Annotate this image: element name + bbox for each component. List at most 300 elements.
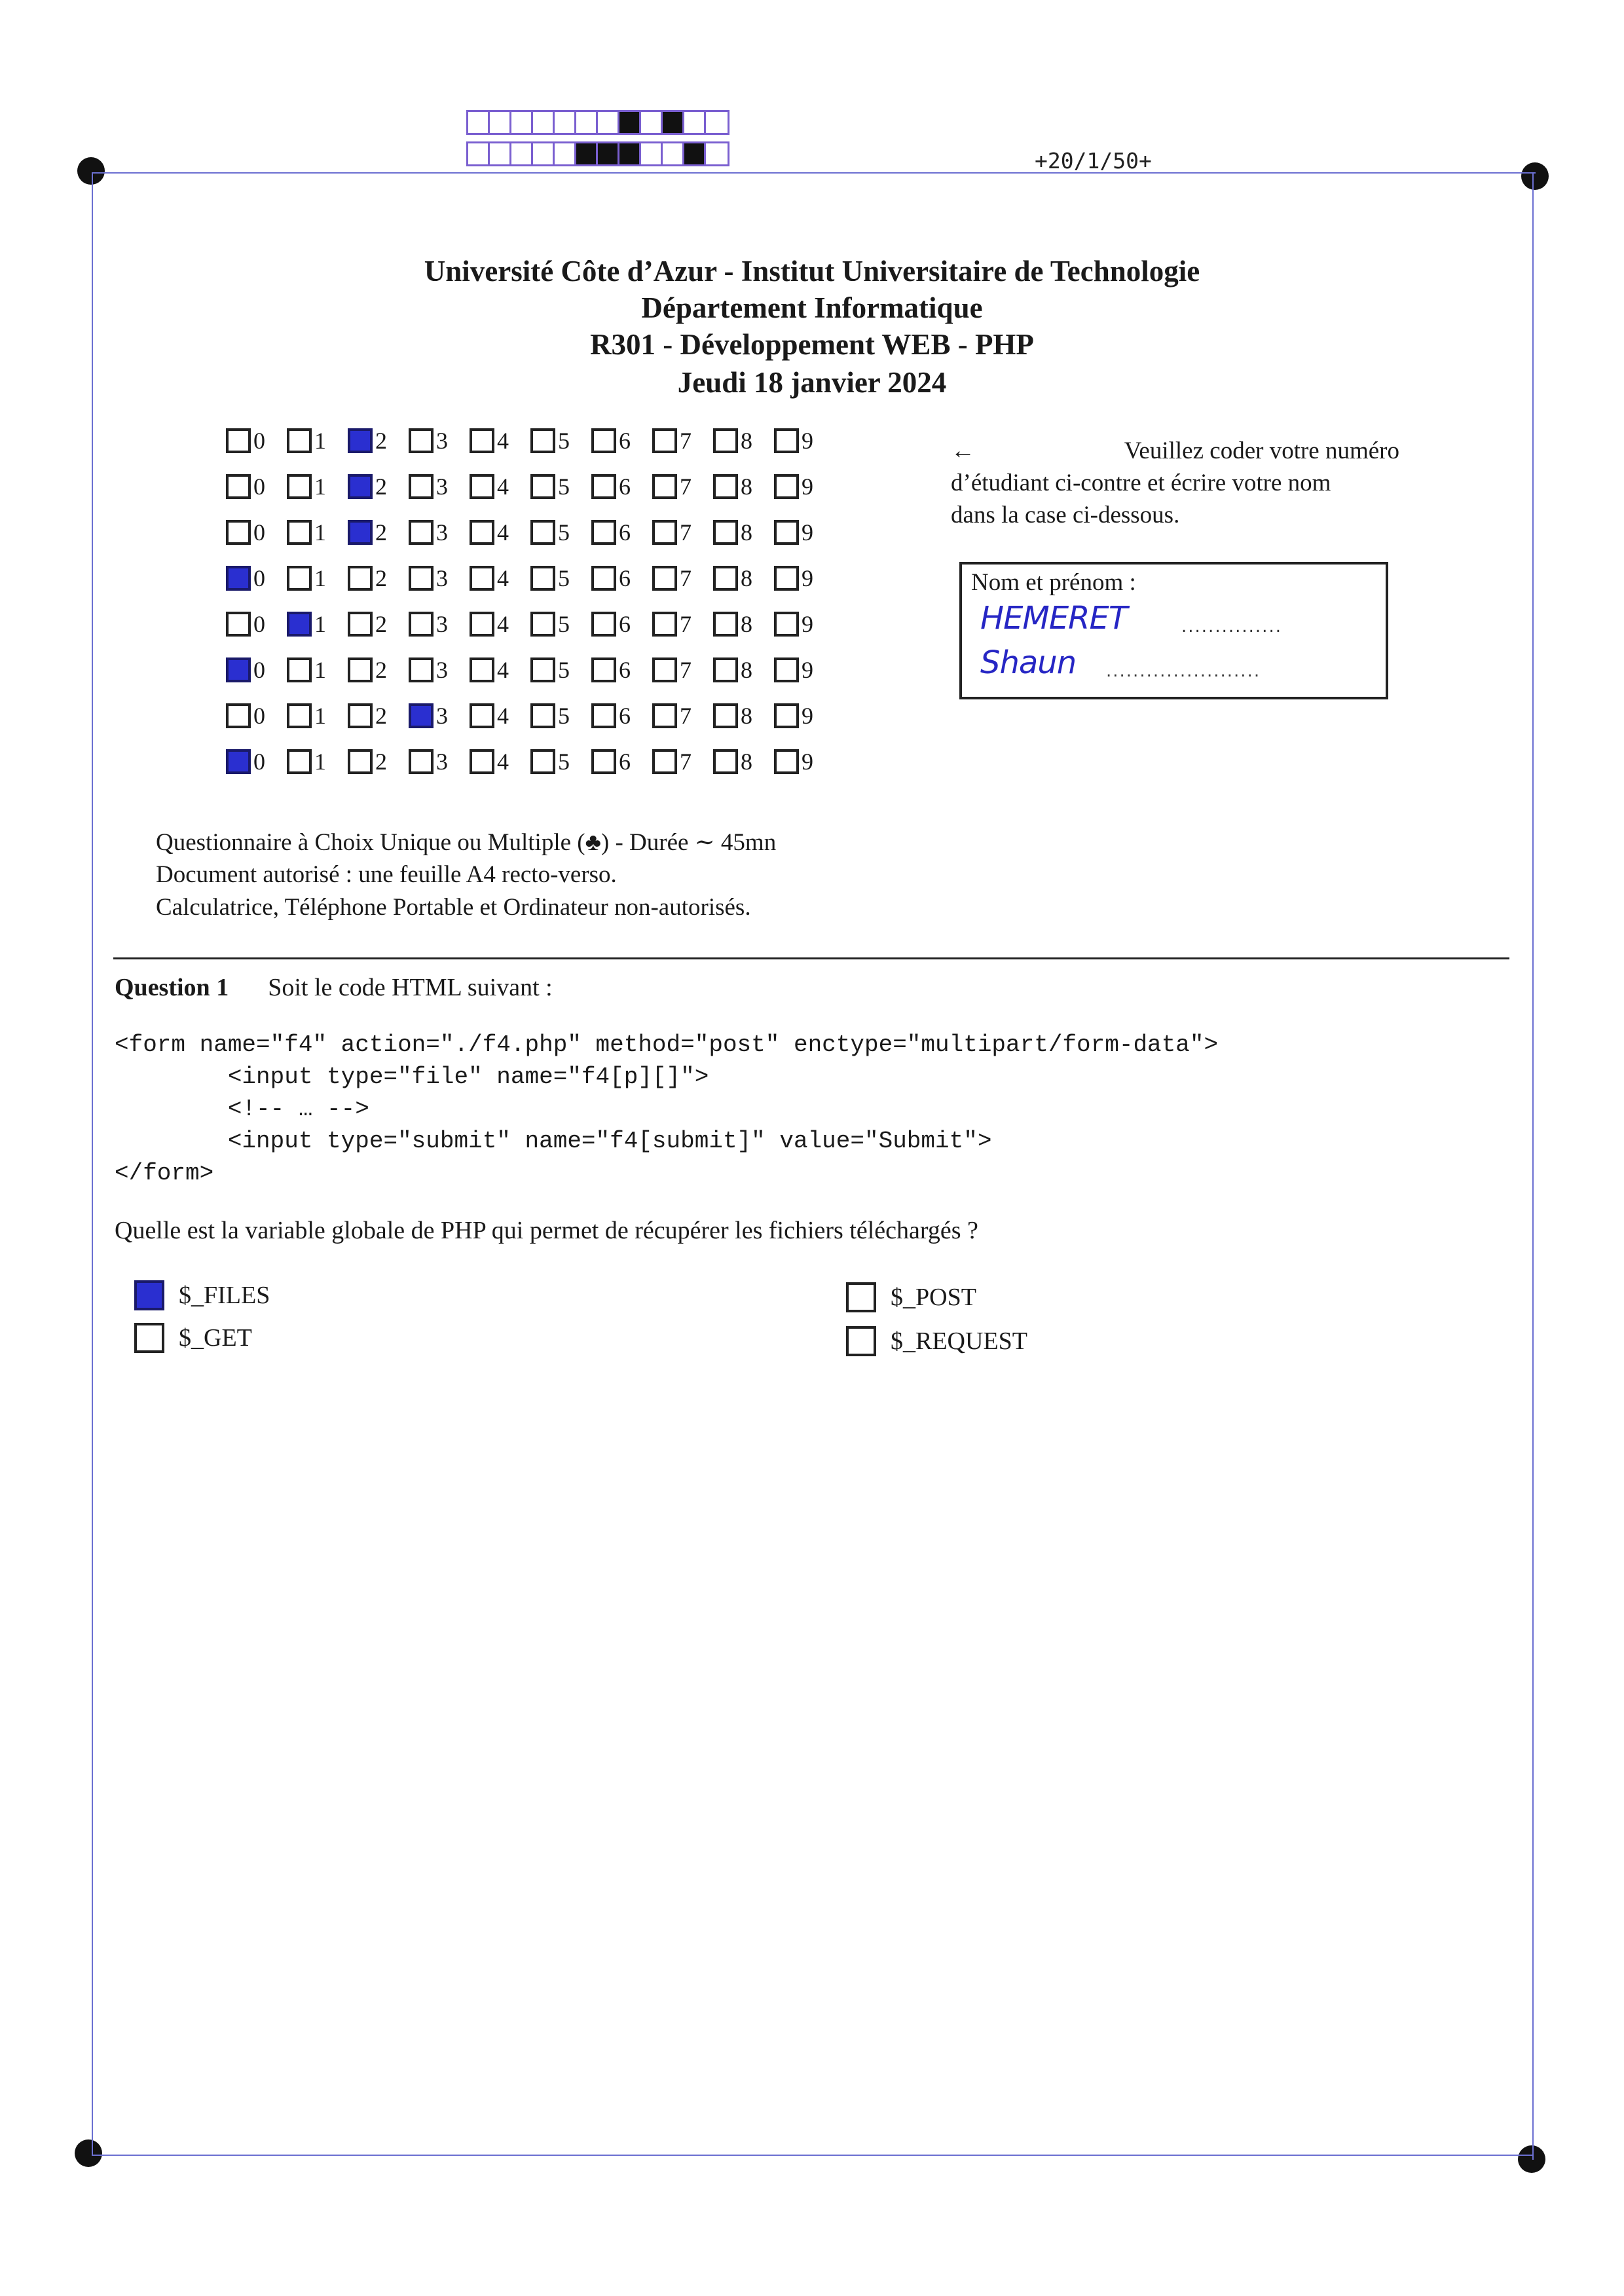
student-id-digit-label: 0 bbox=[253, 519, 265, 546]
student-id-digit bbox=[287, 610, 348, 638]
student-id-checkbox[interactable] bbox=[774, 566, 799, 591]
first-name-dotted-line: ....................... bbox=[1106, 661, 1261, 681]
frame-left bbox=[92, 172, 93, 2155]
page-code-cell bbox=[576, 112, 598, 133]
page-code-cell bbox=[468, 112, 490, 133]
answer-post[interactable] bbox=[846, 1282, 976, 1312]
student-id-digit-label: 3 bbox=[436, 473, 448, 500]
student-id-digit bbox=[470, 656, 530, 684]
answer-request-label: $_REQUEST bbox=[891, 1327, 1027, 1355]
frame-bottom bbox=[92, 2155, 1532, 2156]
student-id-checkbox[interactable] bbox=[530, 428, 555, 453]
student-id-checkbox[interactable] bbox=[470, 749, 494, 774]
student-id-digit-label: 6 bbox=[619, 473, 631, 500]
student-id-checkbox[interactable] bbox=[226, 703, 251, 728]
student-id-digit-label: 4 bbox=[497, 749, 509, 775]
student-id-digit-label: 5 bbox=[558, 749, 570, 775]
student-id-digit bbox=[652, 610, 713, 638]
page-code-cell bbox=[490, 143, 511, 164]
student-id-checkbox[interactable] bbox=[652, 657, 677, 682]
student-id-checkbox[interactable] bbox=[591, 749, 616, 774]
student-id-digit bbox=[530, 519, 591, 546]
student-id-digit bbox=[713, 473, 774, 500]
student-id-digit-label: 3 bbox=[436, 657, 448, 683]
student-id-checkbox[interactable] bbox=[530, 749, 555, 774]
student-id-digit-label: 8 bbox=[741, 749, 752, 775]
student-id-digit bbox=[348, 610, 409, 638]
student-id-row bbox=[226, 656, 835, 684]
student-id-checkbox[interactable] bbox=[713, 428, 738, 453]
student-id-checkbox[interactable] bbox=[226, 428, 251, 453]
student-id-checkbox[interactable] bbox=[774, 474, 799, 499]
page-code-cell bbox=[468, 143, 490, 164]
student-id-checkbox[interactable] bbox=[591, 703, 616, 728]
student-id-digit-label: 6 bbox=[619, 657, 631, 683]
student-id-checkbox[interactable] bbox=[348, 474, 373, 499]
student-id-digit bbox=[348, 473, 409, 500]
student-id-digit-label: 9 bbox=[802, 473, 813, 500]
code-line-3: <!-- … --> bbox=[115, 1096, 369, 1122]
question-1-header bbox=[115, 973, 553, 1002]
student-id-digit-label: 9 bbox=[802, 657, 813, 683]
student-id-checkbox[interactable] bbox=[530, 520, 555, 545]
student-id-digit bbox=[774, 610, 835, 638]
student-id-checkbox[interactable] bbox=[470, 520, 494, 545]
student-id-digit bbox=[348, 519, 409, 546]
name-label: Nom et prénom : bbox=[971, 569, 1136, 596]
student-id-digit bbox=[652, 702, 713, 730]
student-id-digit-label: 7 bbox=[680, 565, 692, 591]
student-id-digit-label: 1 bbox=[314, 611, 326, 637]
answer-get-label: $_GET bbox=[179, 1324, 252, 1352]
student-id-digit-label: 6 bbox=[619, 611, 631, 637]
student-id-digit-label: 2 bbox=[375, 703, 387, 729]
student-id-checkbox[interactable] bbox=[713, 703, 738, 728]
student-id-checkbox[interactable] bbox=[348, 566, 373, 591]
page-code-cell bbox=[576, 143, 598, 164]
student-id-digit bbox=[226, 702, 287, 730]
student-id-digit-label: 4 bbox=[497, 611, 509, 637]
student-id-checkbox[interactable] bbox=[470, 474, 494, 499]
student-id-checkbox[interactable] bbox=[713, 657, 738, 682]
student-id-digit bbox=[470, 473, 530, 500]
student-id-checkbox[interactable] bbox=[652, 428, 677, 453]
student-id-row bbox=[226, 610, 835, 638]
student-id-digit bbox=[530, 427, 591, 454]
student-id-digit bbox=[348, 565, 409, 592]
answer-post-checkbox[interactable] bbox=[846, 1282, 876, 1312]
page-code-cell bbox=[533, 143, 555, 164]
student-id-digit bbox=[713, 748, 774, 775]
student-id-digit bbox=[774, 565, 835, 592]
student-id-digit bbox=[530, 610, 591, 638]
course-title: R301 - Développement WEB - PHP bbox=[590, 328, 1034, 361]
student-id-checkbox[interactable] bbox=[591, 612, 616, 637]
section-divider bbox=[113, 957, 1509, 959]
student-id-checkbox[interactable] bbox=[713, 520, 738, 545]
student-id-digit-label: 0 bbox=[253, 703, 265, 729]
code-line-4: <input type="submit" name="f4[submit]" value="Submit"> bbox=[115, 1128, 992, 1155]
student-id-checkbox[interactable] bbox=[713, 566, 738, 591]
student-id-digit-label: 8 bbox=[741, 611, 752, 637]
student-id-digit-label: 3 bbox=[436, 565, 448, 591]
code-line-2: <input type="file" name="f4[p][]"> bbox=[115, 1064, 709, 1090]
university-title: Université Côte d’Azur - Institut Universitaire de Technologie bbox=[424, 255, 1200, 287]
student-id-digit-label: 2 bbox=[375, 519, 387, 546]
student-id-digit-label: 7 bbox=[680, 611, 692, 637]
student-id-digit-label: 5 bbox=[558, 519, 570, 546]
student-id-digit bbox=[287, 473, 348, 500]
student-id-checkbox[interactable] bbox=[470, 703, 494, 728]
student-id-checkbox[interactable] bbox=[226, 474, 251, 499]
student-id-checkbox[interactable] bbox=[530, 612, 555, 637]
student-id-checkbox[interactable] bbox=[226, 612, 251, 637]
student-id-digit bbox=[409, 748, 470, 775]
student-id-checkbox[interactable] bbox=[409, 566, 434, 591]
student-id-checkbox[interactable] bbox=[530, 566, 555, 591]
student-id-digit-label: 9 bbox=[802, 703, 813, 729]
handwritten-first-name: Shaun bbox=[980, 644, 1077, 681]
student-id-checkbox[interactable] bbox=[348, 612, 373, 637]
exam-date: Jeudi 18 janvier 2024 bbox=[677, 366, 947, 399]
student-id-checkbox[interactable] bbox=[713, 612, 738, 637]
student-id-digit bbox=[409, 610, 470, 638]
student-id-checkbox[interactable] bbox=[713, 474, 738, 499]
student-id-digit-label: 4 bbox=[497, 428, 509, 454]
student-id-digit-label: 7 bbox=[680, 428, 692, 454]
student-id-digit bbox=[287, 427, 348, 454]
answer-post-label: $_POST bbox=[891, 1284, 976, 1311]
student-id-checkbox[interactable] bbox=[287, 428, 312, 453]
student-id-digit-label: 2 bbox=[375, 749, 387, 775]
student-id-checkbox[interactable] bbox=[470, 566, 494, 591]
student-id-row bbox=[226, 702, 835, 730]
last-name-dotted-line: ............... bbox=[1181, 617, 1282, 637]
student-id-digit-label: 1 bbox=[314, 749, 326, 775]
student-id-row bbox=[226, 473, 835, 500]
student-id-digit bbox=[713, 427, 774, 454]
student-id-digit bbox=[409, 519, 470, 546]
name-box[interactable] bbox=[959, 562, 1388, 699]
page-code-cell bbox=[641, 112, 663, 133]
student-id-checkbox[interactable] bbox=[470, 657, 494, 682]
student-id-digit-label: 7 bbox=[680, 703, 692, 729]
code-line-1: <form name="f4" action="./f4.php" method="post" enctype="multipart/form-data"> bbox=[115, 1031, 1219, 1058]
question-1-text: Quelle est la variable globale de PHP qui permet de récupérer les fichiers téléchargés ? bbox=[115, 1217, 978, 1244]
student-id-digit-label: 8 bbox=[741, 703, 752, 729]
student-id-digit-label: 0 bbox=[253, 473, 265, 500]
page-code-cell bbox=[490, 112, 511, 133]
student-id-digit bbox=[348, 702, 409, 730]
student-id-checkbox[interactable] bbox=[287, 520, 312, 545]
student-id-digit-label: 5 bbox=[558, 428, 570, 454]
handwritten-last-name: HEMERET bbox=[980, 600, 1128, 637]
student-id-checkbox[interactable] bbox=[226, 749, 251, 774]
student-id-digit bbox=[774, 473, 835, 500]
page-id: +20/1/50+ bbox=[1035, 148, 1152, 174]
student-id-digit bbox=[409, 473, 470, 500]
student-id-digit bbox=[652, 656, 713, 684]
page-code-cell bbox=[663, 143, 684, 164]
page-code-row-2 bbox=[466, 141, 729, 166]
student-id-digit-label: 4 bbox=[497, 703, 509, 729]
student-id-checkbox[interactable] bbox=[652, 703, 677, 728]
student-id-digit-label: 1 bbox=[314, 519, 326, 546]
student-id-checkbox[interactable] bbox=[470, 612, 494, 637]
answer-get-checkbox[interactable] bbox=[134, 1323, 164, 1353]
student-id-checkbox[interactable] bbox=[409, 520, 434, 545]
student-id-digit-label: 7 bbox=[680, 749, 692, 775]
student-id-digit bbox=[713, 656, 774, 684]
student-id-digit-label: 5 bbox=[558, 657, 570, 683]
student-id-digit-label: 8 bbox=[741, 657, 752, 683]
student-id-checkbox[interactable] bbox=[652, 520, 677, 545]
frame-right bbox=[1532, 172, 1534, 2160]
student-id-digit bbox=[470, 565, 530, 592]
department-title: Département Informatique bbox=[641, 291, 983, 324]
student-id-digit-label: 2 bbox=[375, 473, 387, 500]
student-id-checkbox[interactable] bbox=[591, 520, 616, 545]
page-code-cell bbox=[511, 112, 533, 133]
student-id-digit bbox=[530, 702, 591, 730]
student-id-checkbox[interactable] bbox=[713, 749, 738, 774]
answer-files[interactable] bbox=[134, 1280, 270, 1310]
student-id-checkbox[interactable] bbox=[409, 474, 434, 499]
student-id-digit bbox=[591, 610, 652, 638]
student-id-digit bbox=[652, 519, 713, 546]
student-id-digit bbox=[470, 702, 530, 730]
student-id-checkbox[interactable] bbox=[226, 520, 251, 545]
student-id-digit bbox=[652, 565, 713, 592]
instruction-line-2: d’étudiant ci-contre et écrire votre nom bbox=[951, 470, 1331, 496]
student-id-checkbox[interactable] bbox=[348, 703, 373, 728]
student-id-digit bbox=[348, 427, 409, 454]
student-id-digit-label: 8 bbox=[741, 473, 752, 500]
student-id-digit bbox=[226, 748, 287, 775]
page-code-cell bbox=[641, 143, 663, 164]
student-id-checkbox[interactable] bbox=[409, 612, 434, 637]
student-id-digit-label: 9 bbox=[802, 519, 813, 546]
student-id-checkbox[interactable] bbox=[774, 520, 799, 545]
student-id-checkbox[interactable] bbox=[774, 657, 799, 682]
student-id-checkbox[interactable] bbox=[409, 657, 434, 682]
student-id-digit-label: 8 bbox=[741, 565, 752, 591]
student-id-digit bbox=[409, 427, 470, 454]
page-code-cell bbox=[598, 143, 619, 164]
student-id-digit-label: 9 bbox=[802, 611, 813, 637]
student-id-digit bbox=[409, 656, 470, 684]
student-id-digit-label: 7 bbox=[680, 519, 692, 546]
student-id-checkbox[interactable] bbox=[348, 749, 373, 774]
student-id-digit-label: 2 bbox=[375, 611, 387, 637]
student-id-digit bbox=[713, 519, 774, 546]
student-id-digit-label: 0 bbox=[253, 611, 265, 637]
left-arrow-icon: ← bbox=[951, 437, 975, 464]
student-id-digit-label: 5 bbox=[558, 703, 570, 729]
student-id-checkbox[interactable] bbox=[287, 474, 312, 499]
student-id-digit-label: 1 bbox=[314, 428, 326, 454]
student-id-digit bbox=[287, 702, 348, 730]
student-id-checkbox[interactable] bbox=[348, 657, 373, 682]
student-id-digit-label: 1 bbox=[314, 473, 326, 500]
student-id-digit-label: 3 bbox=[436, 749, 448, 775]
student-id-row bbox=[226, 748, 835, 775]
id-instructions bbox=[951, 435, 1399, 531]
student-id-checkbox[interactable] bbox=[287, 566, 312, 591]
student-id-checkbox[interactable] bbox=[470, 428, 494, 453]
student-id-digit-label: 1 bbox=[314, 703, 326, 729]
exam-info-line-1: Questionnaire à Choix Unique ou Multiple (♣) - Durée ∼ 45mn bbox=[156, 829, 777, 856]
student-id-digit bbox=[713, 565, 774, 592]
student-id-digit bbox=[226, 473, 287, 500]
student-id-digit bbox=[591, 748, 652, 775]
student-id-checkbox[interactable] bbox=[409, 703, 434, 728]
page-code-cell bbox=[684, 112, 706, 133]
student-id-checkbox[interactable] bbox=[226, 566, 251, 591]
student-id-digit bbox=[774, 702, 835, 730]
student-id-digit-label: 6 bbox=[619, 565, 631, 591]
student-id-digit bbox=[774, 656, 835, 684]
page-code-cell bbox=[511, 143, 533, 164]
student-id-digit-label: 4 bbox=[497, 519, 509, 546]
student-id-checkbox[interactable] bbox=[287, 703, 312, 728]
student-id-checkbox[interactable] bbox=[774, 703, 799, 728]
page-code-cell bbox=[706, 112, 728, 133]
student-id-checkbox[interactable] bbox=[287, 749, 312, 774]
student-id-digit-label: 1 bbox=[314, 565, 326, 591]
registration-mark-bottom-right bbox=[1518, 2145, 1545, 2173]
student-id-digit bbox=[591, 656, 652, 684]
student-id-checkbox[interactable] bbox=[591, 657, 616, 682]
student-id-digit-label: 0 bbox=[253, 565, 265, 591]
student-id-checkbox[interactable] bbox=[591, 566, 616, 591]
student-id-digit bbox=[470, 519, 530, 546]
student-id-digit-label: 0 bbox=[253, 657, 265, 683]
student-id-checkbox[interactable] bbox=[652, 474, 677, 499]
student-id-digit-label: 5 bbox=[558, 565, 570, 591]
student-id-digit bbox=[591, 519, 652, 546]
instruction-line-3: dans la case ci-dessous. bbox=[951, 502, 1180, 528]
student-id-checkbox[interactable] bbox=[774, 428, 799, 453]
student-id-row bbox=[226, 427, 835, 454]
student-id-digit bbox=[774, 427, 835, 454]
page-code-cell bbox=[555, 143, 576, 164]
registration-mark-top-right bbox=[1521, 162, 1549, 190]
student-id-digit bbox=[226, 565, 287, 592]
student-id-checkbox[interactable] bbox=[226, 657, 251, 682]
student-id-checkbox[interactable] bbox=[591, 428, 616, 453]
student-id-digit-label: 8 bbox=[741, 428, 752, 454]
student-id-digit bbox=[530, 565, 591, 592]
student-id-digit bbox=[652, 427, 713, 454]
page-code-cell bbox=[598, 112, 619, 133]
student-id-digit bbox=[470, 610, 530, 638]
code-line-5: </form> bbox=[115, 1160, 214, 1187]
registration-mark-bottom-left bbox=[75, 2139, 102, 2167]
student-id-digit-label: 6 bbox=[619, 428, 631, 454]
student-id-digit bbox=[348, 748, 409, 775]
student-id-digit-label: 3 bbox=[436, 519, 448, 546]
student-id-row bbox=[226, 519, 835, 546]
page-code-cell bbox=[619, 143, 641, 164]
student-id-digit bbox=[470, 748, 530, 775]
student-id-digit bbox=[591, 427, 652, 454]
student-id-digit-label: 3 bbox=[436, 611, 448, 637]
student-id-checkbox[interactable] bbox=[652, 612, 677, 637]
student-id-digit-label: 2 bbox=[375, 428, 387, 454]
student-id-digit bbox=[348, 656, 409, 684]
instruction-line-1: Veuillez coder votre numéro bbox=[1124, 437, 1399, 464]
exam-info-line-2: Document autorisé : une feuille A4 recto-verso. bbox=[156, 861, 617, 888]
answer-get[interactable] bbox=[134, 1323, 252, 1353]
student-id-digit bbox=[409, 702, 470, 730]
student-id-digit-label: 8 bbox=[741, 519, 752, 546]
student-id-digit bbox=[713, 702, 774, 730]
student-id-digit-label: 9 bbox=[802, 565, 813, 591]
student-id-digit-label: 6 bbox=[619, 519, 631, 546]
answer-files-checkbox[interactable] bbox=[134, 1280, 164, 1310]
student-id-digit-label: 2 bbox=[375, 565, 387, 591]
student-id-digit-label: 9 bbox=[802, 428, 813, 454]
answer-request[interactable] bbox=[846, 1326, 1027, 1356]
student-id-digit-label: 9 bbox=[802, 749, 813, 775]
student-id-digit bbox=[652, 473, 713, 500]
student-id-digit bbox=[470, 427, 530, 454]
student-id-digit-label: 4 bbox=[497, 565, 509, 591]
student-id-digit-label: 6 bbox=[619, 749, 631, 775]
page-code-cell bbox=[619, 112, 641, 133]
exam-info-line-3: Calculatrice, Téléphone Portable et Ordinateur non-autorisés. bbox=[156, 894, 751, 921]
student-id-digit-label: 7 bbox=[680, 473, 692, 500]
student-id-row bbox=[226, 565, 835, 592]
student-id-checkbox[interactable] bbox=[409, 749, 434, 774]
frame-top bbox=[92, 172, 1536, 174]
student-id-checkbox[interactable] bbox=[530, 657, 555, 682]
student-id-checkbox[interactable] bbox=[530, 703, 555, 728]
student-id-digit bbox=[226, 427, 287, 454]
student-id-checkbox[interactable] bbox=[530, 474, 555, 499]
student-id-checkbox[interactable] bbox=[652, 566, 677, 591]
student-id-digit bbox=[530, 656, 591, 684]
page-code-cell bbox=[663, 112, 684, 133]
student-id-digit-label: 3 bbox=[436, 428, 448, 454]
student-id-checkbox[interactable] bbox=[348, 520, 373, 545]
student-id-digit bbox=[287, 565, 348, 592]
student-id-checkbox[interactable] bbox=[652, 749, 677, 774]
student-id-digit bbox=[591, 565, 652, 592]
student-id-checkbox[interactable] bbox=[591, 474, 616, 499]
student-id-checkbox[interactable] bbox=[348, 428, 373, 453]
question-1-label: Question 1 bbox=[115, 974, 229, 1001]
student-id-digit-label: 1 bbox=[314, 657, 326, 683]
page-code-cell bbox=[684, 143, 706, 164]
student-id-digit bbox=[774, 519, 835, 546]
student-id-digit bbox=[591, 702, 652, 730]
student-id-digit-label: 5 bbox=[558, 473, 570, 500]
student-id-digit-label: 4 bbox=[497, 473, 509, 500]
answer-request-checkbox[interactable] bbox=[846, 1326, 876, 1356]
student-id-checkbox[interactable] bbox=[409, 428, 434, 453]
student-id-checkbox[interactable] bbox=[774, 749, 799, 774]
student-id-checkbox[interactable] bbox=[774, 612, 799, 637]
student-id-digit bbox=[713, 610, 774, 638]
student-id-checkbox[interactable] bbox=[287, 612, 312, 637]
page-code-cell bbox=[706, 143, 728, 164]
page-code-cell bbox=[555, 112, 576, 133]
student-id-checkbox[interactable] bbox=[287, 657, 312, 682]
student-id-digit-label: 5 bbox=[558, 611, 570, 637]
student-id-digit-label: 7 bbox=[680, 657, 692, 683]
